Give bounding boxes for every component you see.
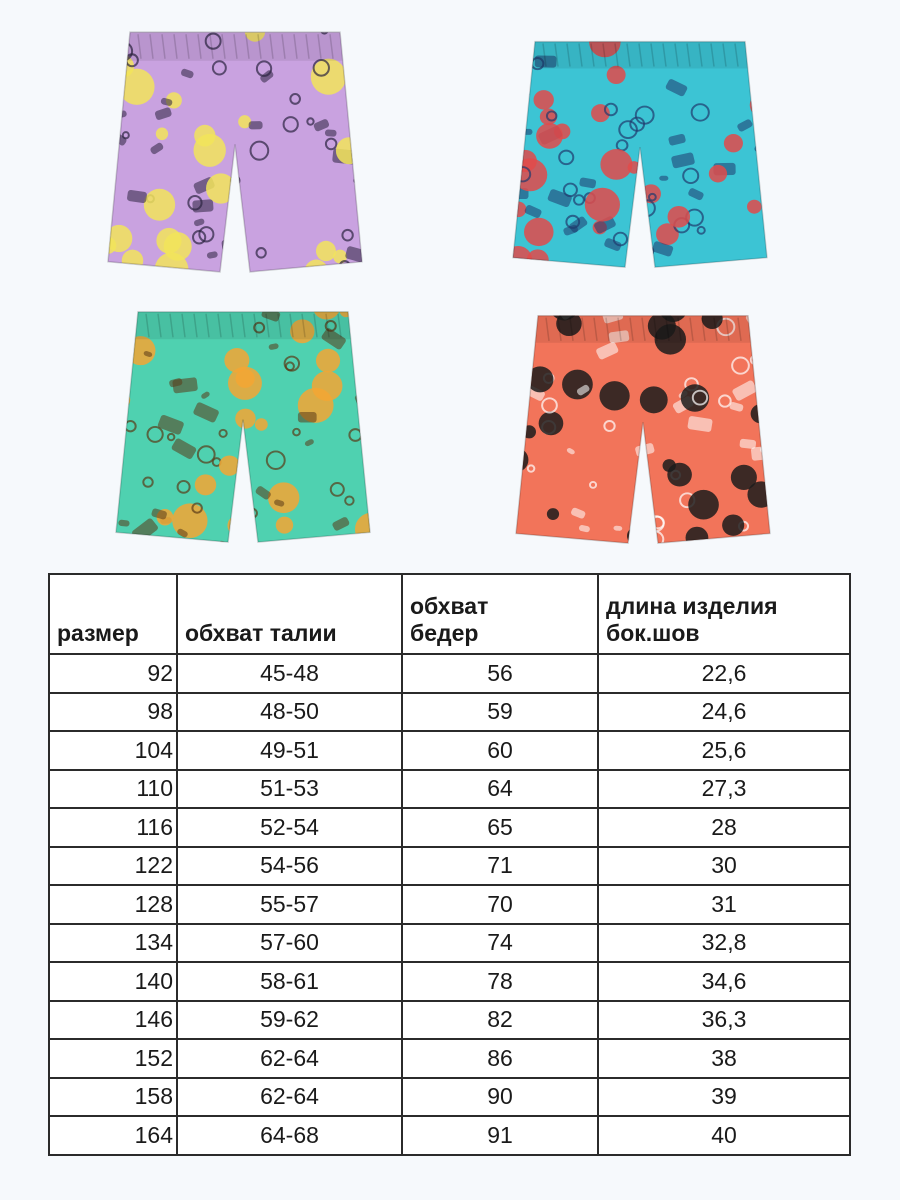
waist-cell: 59-62 [177,1001,402,1040]
hips-cell: 65 [402,808,598,847]
length-cell: 36,3 [598,1001,850,1040]
product-image-turquoise-doodle-shorts [505,32,775,272]
shorts-graphic [505,32,775,272]
length-cell: 22,6 [598,654,850,693]
waist-cell: 45-48 [177,654,402,693]
hips-cell: 90 [402,1078,598,1117]
size-chart-table [48,573,851,1156]
size-cell: 140 [49,962,177,1001]
size-cell: 92 [49,654,177,693]
table-row [49,1001,850,1040]
waist-cell: 51-53 [177,770,402,809]
size-cell: 122 [49,847,177,886]
table-row [49,808,850,847]
length-cell: 25,6 [598,731,850,770]
product-image-mint-corgi-shorts [108,302,378,547]
table-row [49,924,850,963]
length-cell: 30 [598,847,850,886]
length-cell: 39 [598,1078,850,1117]
table-row [49,654,850,693]
table-row [49,731,850,770]
size-cell: 128 [49,885,177,924]
table-row [49,693,850,732]
waist-cell: 62-64 [177,1078,402,1117]
length-cell: 27,3 [598,770,850,809]
hips-cell: 60 [402,731,598,770]
table-row [49,847,850,886]
waist-cell: 54-56 [177,847,402,886]
waist-cell: 58-61 [177,962,402,1001]
hips-cell: 70 [402,885,598,924]
waist-cell: 62-64 [177,1039,402,1078]
length-cell: 32,8 [598,924,850,963]
size-cell: 164 [49,1116,177,1155]
hips-cell: 71 [402,847,598,886]
product-image-coral-rock-shorts [508,306,778,548]
header-size: размер [49,574,177,654]
table-row [49,1116,850,1155]
shorts-graphic [108,302,378,547]
hips-cell: 86 [402,1039,598,1078]
length-cell: 28 [598,808,850,847]
table-row [49,885,850,924]
header-hips: обхват бедер [402,574,598,654]
header-length: длина изделия бок.шов [598,574,850,654]
hips-cell: 78 [402,962,598,1001]
length-cell: 34,6 [598,962,850,1001]
product-image-purple-graffiti-shorts [100,22,370,277]
waist-cell: 48-50 [177,693,402,732]
size-cell: 110 [49,770,177,809]
size-cell: 104 [49,731,177,770]
hips-cell: 74 [402,924,598,963]
waist-cell: 64-68 [177,1116,402,1155]
size-cell: 158 [49,1078,177,1117]
waist-cell: 49-51 [177,731,402,770]
table-row [49,1078,850,1117]
hips-cell: 56 [402,654,598,693]
shorts-graphic [100,22,370,277]
hips-cell: 59 [402,693,598,732]
table-row [49,1039,850,1078]
table-row [49,770,850,809]
hips-cell: 82 [402,1001,598,1040]
size-cell: 98 [49,693,177,732]
hips-cell: 91 [402,1116,598,1155]
waist-cell: 52-54 [177,808,402,847]
size-cell: 146 [49,1001,177,1040]
waist-cell: 57-60 [177,924,402,963]
waist-cell: 55-57 [177,885,402,924]
table-header-row [49,574,850,654]
length-cell: 38 [598,1039,850,1078]
shorts-graphic [508,306,778,548]
length-cell: 24,6 [598,693,850,732]
length-cell: 31 [598,885,850,924]
size-cell: 134 [49,924,177,963]
table-row [49,962,850,1001]
size-cell: 152 [49,1039,177,1078]
size-cell: 116 [49,808,177,847]
header-waist: обхват талии [177,574,402,654]
length-cell: 40 [598,1116,850,1155]
hips-cell: 64 [402,770,598,809]
